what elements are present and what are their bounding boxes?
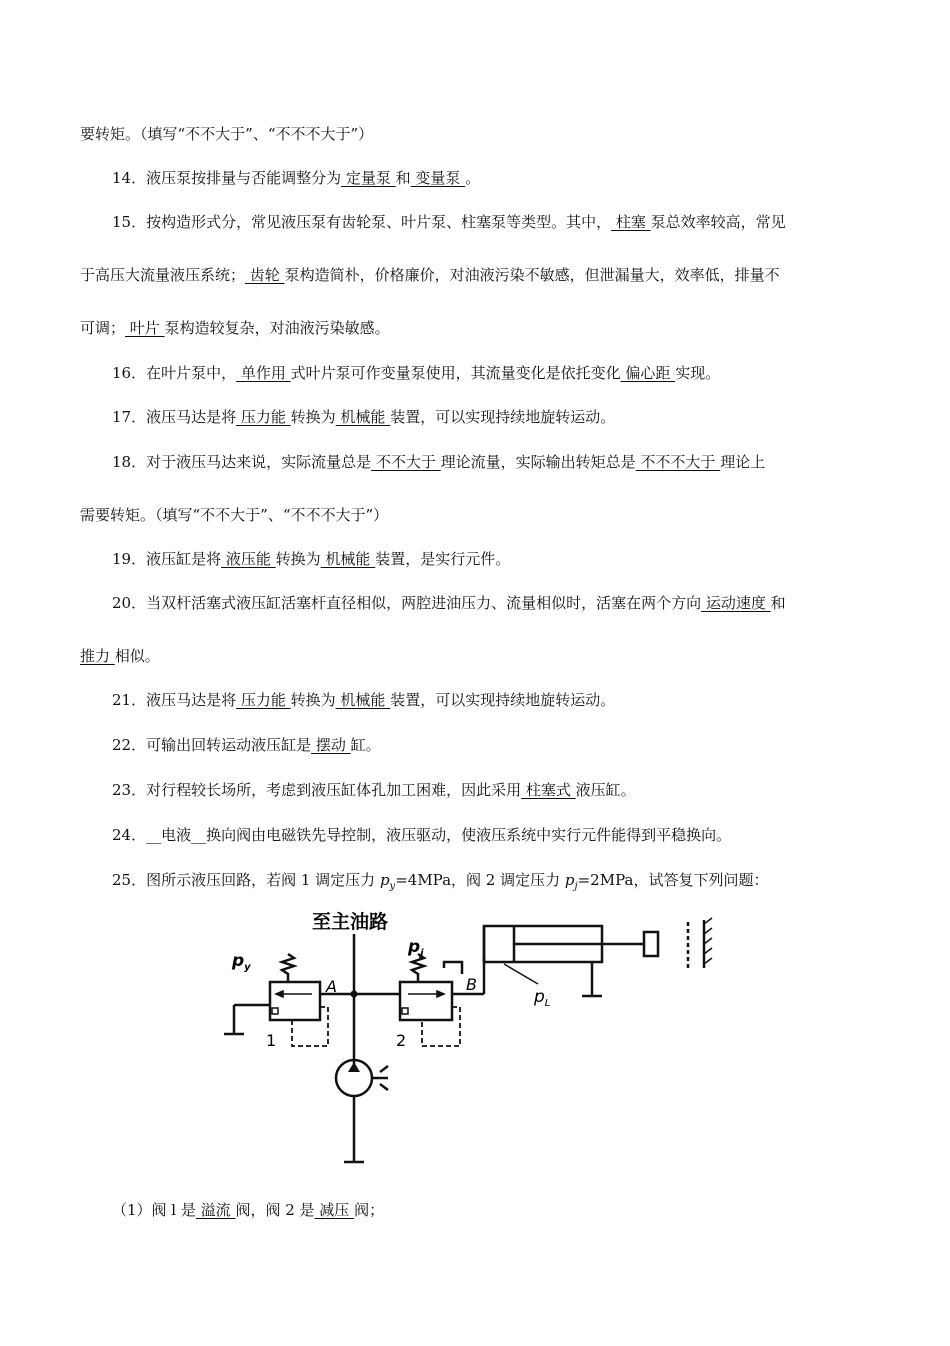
text: 相似。 xyxy=(114,647,160,665)
question-25 xyxy=(112,870,768,897)
answer-blank: 机械能 xyxy=(320,550,376,568)
var-sub: L xyxy=(544,998,551,1009)
text: 泵总效率较高，常见 xyxy=(650,213,786,231)
text: 装置，可以实现持续地旋转运动。 xyxy=(390,408,616,426)
answer-blank: 柱塞 xyxy=(611,213,651,231)
answer-blank: 变量泵 xyxy=(410,169,466,187)
answer-blank: 不不大于 xyxy=(371,453,441,471)
var-p: p xyxy=(534,987,545,1007)
answer-blank: 推力 xyxy=(80,647,115,665)
answer-blank: 压力能 xyxy=(236,408,291,426)
text: 16．在叶片泵中， xyxy=(112,364,237,382)
text: =4MPa，阀 2 调定压力 xyxy=(395,871,565,889)
var-p: p xyxy=(232,951,245,971)
text: 缸。 xyxy=(350,736,381,754)
text: 转换为 xyxy=(290,408,336,426)
text: 理论上 xyxy=(720,453,766,471)
text: 实现。 xyxy=(675,364,721,382)
question-20-cont xyxy=(80,646,160,666)
question-21 xyxy=(112,690,615,710)
answer-blank: 定量泵 xyxy=(341,169,396,187)
text: 18．对于液压马达来说，实际流量总是 xyxy=(112,453,372,471)
text: 19．液压缸是将 xyxy=(112,550,222,568)
answer-blank: 偏心距 xyxy=(620,364,676,382)
text: 泵构造简朴，价格廉价，对油液污染不敏感，但泄漏量大，效率低，排量不 xyxy=(284,266,780,284)
text-line: 要转矩。（填写“不不大于”、“不不不大于”） xyxy=(80,125,374,143)
var-p: p xyxy=(379,871,390,889)
valve-2-label: 2 xyxy=(396,1031,407,1050)
text: 液压缸。 xyxy=(575,781,636,799)
question-25-part-1 xyxy=(112,1200,384,1220)
label-py xyxy=(231,951,251,973)
text: 15．按构造形式分，常见液压泵有齿轮泵、叶片泵、柱塞泵等类型。其中， xyxy=(112,213,612,231)
text: 换向阀由电磁铁先导控制，液压驱动，使液压系统中实行元件能得到平稳换向。 xyxy=(206,826,732,844)
answer-blank: 机械能 xyxy=(335,408,391,426)
text: 23．对行程较长场所，考虑到液压缸体孔加工困难，因此采用 xyxy=(112,781,522,799)
question-20 xyxy=(112,593,786,613)
question-24 xyxy=(112,825,731,845)
text: 20．当双杆活塞式液压缸活塞杆直径相似，两腔进油压力、流量相似时，活塞在两个方向 xyxy=(112,594,702,612)
answer-blank: 单作用 xyxy=(236,364,291,382)
question-15-cont xyxy=(80,318,390,338)
text: 21．液压马达是将 xyxy=(112,691,237,709)
node-b-label: B xyxy=(466,975,477,994)
label-pj xyxy=(407,937,424,959)
text: 转换为 xyxy=(275,550,321,568)
question-15 xyxy=(112,212,786,232)
var-p: p xyxy=(408,937,421,957)
text: 装置，可以实现持续地旋转运动。 xyxy=(390,691,616,709)
answer-blank: 减压 xyxy=(314,1201,355,1219)
answer-blank: 溢流 xyxy=(195,1201,236,1219)
answer-blank: 齿轮 xyxy=(245,266,285,284)
question-14 xyxy=(112,168,480,188)
text: 25．图所示液压回路，若阀 1 调定压力 xyxy=(112,871,380,889)
question-16 xyxy=(112,363,720,383)
answer-blank: 机械能 xyxy=(335,691,391,709)
node-a-label: A xyxy=(326,977,337,996)
var-sub: j xyxy=(574,881,578,892)
question-15-cont xyxy=(80,265,780,285)
var-sub: y xyxy=(389,881,396,892)
question-18 xyxy=(112,452,765,472)
answer-blank: 叶片 xyxy=(125,319,165,337)
text: 和 xyxy=(770,594,786,612)
answer-blank: 运动速度 xyxy=(701,594,771,612)
text: 可调； xyxy=(80,319,126,337)
question-22 xyxy=(112,735,381,755)
text: 装置，是实行元件。 xyxy=(375,550,511,568)
answer-blank: 压力能 xyxy=(236,691,291,709)
question-18-cont: 需要转矩。（填写“不不大于”、“不不不大于”） xyxy=(80,506,389,524)
text: 泵构造较复杂，对油液污染敏感。 xyxy=(164,319,390,337)
text: 式叶片泵可作变量泵使用，其流量变化是依托变化 xyxy=(290,364,621,382)
text: 阀； xyxy=(354,1201,385,1219)
text: 22．可输出回转运动液压缸是 xyxy=(112,736,312,754)
main-line-label: 至主油路 xyxy=(312,911,389,933)
answer-blank: __电液__ xyxy=(146,826,207,844)
answer-blank: 不不不大于 xyxy=(635,453,721,471)
text: 。 xyxy=(465,169,481,187)
answer-blank: 柱塞式 xyxy=(521,781,576,799)
question-23 xyxy=(112,780,636,800)
valve-1-label: 1 xyxy=(266,1031,277,1050)
text: 14．液压泵按排量与否能调整分为 xyxy=(112,169,342,187)
answer-blank: 液压能 xyxy=(221,550,276,568)
text: =2MPa，试答复下列问题： xyxy=(577,871,769,889)
text: 17．液压马达是将 xyxy=(112,408,237,426)
text: 24． xyxy=(112,826,147,844)
var-sub: j xyxy=(420,948,424,959)
text: 和 xyxy=(395,169,411,187)
answer-blank: 摆动 xyxy=(311,736,351,754)
text: 转换为 xyxy=(290,691,336,709)
text: 于高压大流量液压系统； xyxy=(80,266,246,284)
var-sub: y xyxy=(244,962,251,973)
text: 理论流量，实际输出转矩总是 xyxy=(440,453,636,471)
question-19 xyxy=(112,549,510,569)
text: （1）阀 l 是 xyxy=(112,1201,196,1219)
question-17 xyxy=(112,407,615,427)
var-p: p xyxy=(564,871,575,889)
label-pl xyxy=(533,987,550,1009)
text: 阀，阀 2 是 xyxy=(235,1201,315,1219)
hydraulic-circuit-diagram xyxy=(212,906,732,1178)
